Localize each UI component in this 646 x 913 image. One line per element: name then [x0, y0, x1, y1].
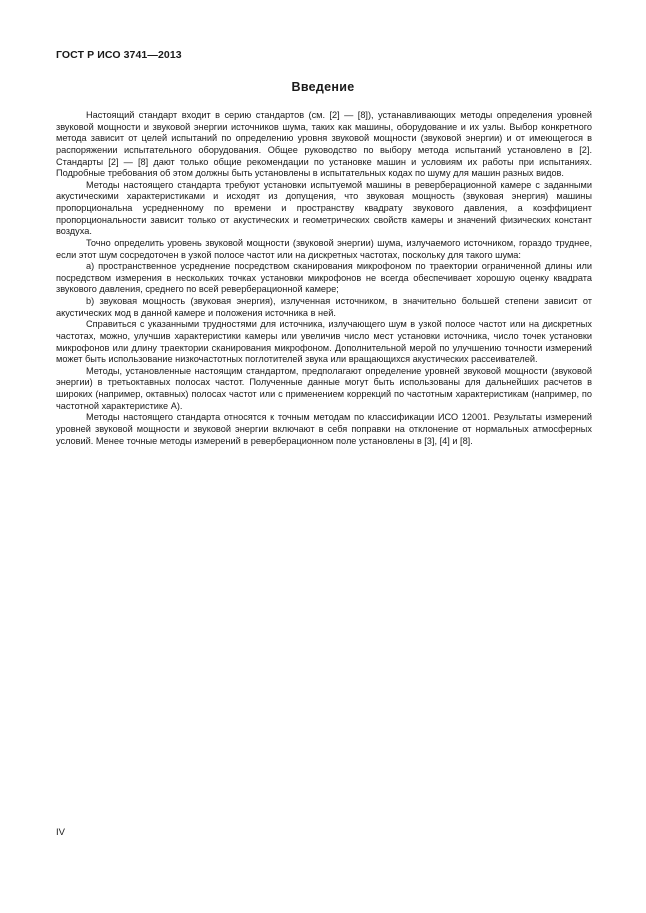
- list-item-a: а) пространственное усреднение посредством сканирования микрофоном по траектории ограниченной длины или посредством измерения в нескольких точках установки микрофонов не всегда обеспечивает хорошую оценку квадрата звукового давления, среднего по всей реверберационной камере;: [56, 261, 592, 295]
- paragraph-narrowband-difficulty: Точно определить уровень звуковой мощности (звуковой энергии) шума, излучаемого источником, гораздо труднее, если этот шум сосредоточен в узкой полосе частот или на дискретных частотах, поскольку для такого шума:: [56, 237, 592, 260]
- paragraph-method-requirements: Методы настоящего стандарта требуют установки испытуемой машины в реверберационной камере с заданными акустическими характеристиками и исходят из допущения, что звуковая мощность (звуковая энергия) машины пропорциональна усредненному по времени и пространству квадрату звукового давления, а коэффициент пропорциональности зависит только от акустических и геометрических свойств камеры и значений физических констант воздуха.: [56, 179, 592, 237]
- paragraph-mitigation: Справиться с указанными трудностями для источника, излучающего шум в узкой полосе частот или на дискретных частотах, можно, улучшив характеристики камеры или увеличив число мест установки источника, число точек установки микрофонов или длину траектории сканирования микрофоном. Дополнительной мерой по улучшению точности измерений может быть использование низкочастотных поглотителей звука или вращающихся акустических рассеивателей.: [56, 319, 592, 365]
- body-text: [56, 110, 592, 447]
- page-number: IV: [56, 827, 65, 838]
- document-code: ГОСТ Р ИСО 3741—2013: [56, 49, 182, 61]
- paragraph-third-octave: Методы, установленные настоящим стандартом, предполагают определение уровней звуковой мощности (звуковой энергии) в третьоктавных полосах частот. Полученные данные могут быть использованы для дальнейших расчетов в широких (например, октавных) полосах частот или с применением коррекций по частотным характеристикам (например, по частотной характеристике A).: [56, 365, 592, 411]
- list-item-b: b) звуковая мощность (звуковая энергия), излученная источником, в значительно большей степени зависит от акустических мод в данной камере и положения источника в ней.: [56, 296, 592, 318]
- section-title: Введение: [291, 80, 355, 94]
- paragraph-intro: Настоящий стандарт входит в серию стандартов (см. [2] — [8]), устанавливающих методы определения уровней звуковой мощности и звуковой энергии источников шума, таких как машины, оборудование и их узлы. Выбор конкретного метода зависит от целей испытаний по определению уровня звуковой мощности (звуковой энергии) и от имеющегося в распоряжении испытательного оборудования. Общее руководство по выбору метода испытаний установлено в [2]. Стандарты [2] — [8] дают только общие рекомендации по установке машин и условиям их работы при испытаниях. Подробные требования об этом должны быть установлены в испытательных кодах по шуму для машин разных видов.: [56, 110, 592, 179]
- paragraph-precision-class: Методы настоящего стандарта относятся к точным методам по классификации ИСО 12001. Результаты измерений уровней звуковой мощности и звуковой энергии включают в себя поправки на отклонение от нормальных атмосферных условий. Менее точные методы измерений в реверберационном поле установлены в [3], [4] и [8].: [56, 412, 592, 446]
